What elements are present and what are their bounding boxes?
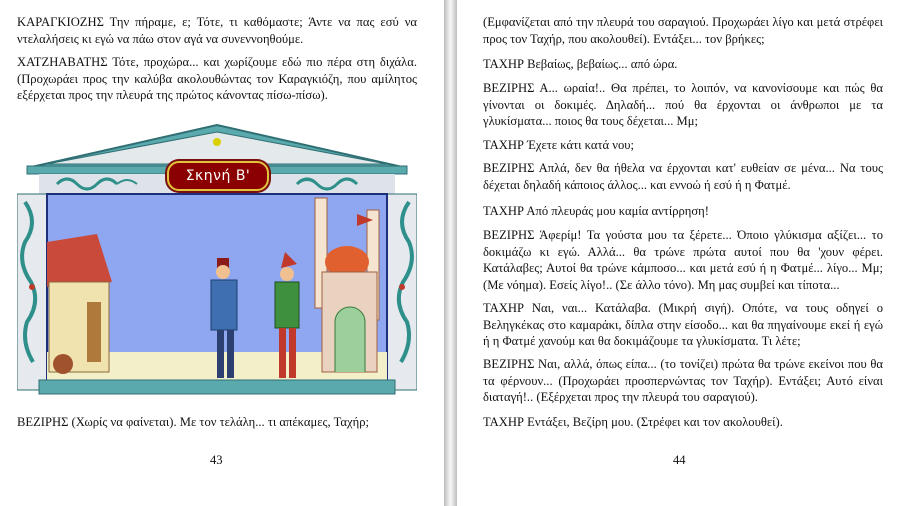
scene-banner: Σκηνή Β'	[167, 161, 269, 191]
dialogue-paragraph: ΤΑΧΗΡ Από πλευράς μου καμία αντίρρηση!	[483, 204, 709, 218]
dialogue-paragraph: ΒΕΖΙΡΗΣ (Χωρίς να φαίνεται). Με τον τελάλη... τι απέκαμες, Ταχήρ;	[17, 415, 369, 429]
dialogue-paragraph: ΤΑΧΗΡ Εντάξει, Βεζίρη μου. (Στρέφει και τον ακολουθεί).	[483, 415, 783, 429]
left-page	[0, 0, 444, 506]
page-number: 43	[210, 453, 223, 467]
dialogue-paragraph: ΒΕΖΙΡΗΣ Ναι, αλλά, όπως είπα... (το τονίζει) πρώτα θα τρώνε εκείνοι που θα τα φέρνουν... (Προχωράει προσπερνώντας τον Ταχήρ). Εντάξει; Αυτό είναι διαταγή!.. (Εξέρχεται προς την πλευρά του σαραγιού).	[483, 357, 883, 405]
dialogue-paragraph: ΒΕΖΙΡΗΣ Άφερίμ! Τα γούστα μου τα ξέρετε... Όποιο γλύκισμα αξίζει... το δοκιμάζω κι εγώ. Αλλά... θα τρώνε πρώτα αυτοί που θα 'χουν φέρει. Κατάλαβες; Αυτοί θα τρώνε κάμποσο... και μετά εσύ ή η Φατμέ... λίγο... Μμ; (Με νόημα). Εσείς λίγο!.. (Σε άλλο τόνο). Μη μας συμβεί και τίποτα...	[483, 228, 883, 292]
dialogue-paragraph: ΤΑΧΗΡ Ναι, ναι... Κατάλαβα. (Μικρή σιγή). Οπότε, να τους οδηγεί ο Βεληγκέκας στο καμαράκι, δίπλα στην είσοδο... και θα πηγαίνουμε εκεί ή εγώ ή η Φατμέ χανούμ και θα δοκιμάζουμε τα γλυκίσματα. Τι λέτε;	[483, 301, 883, 349]
book-gutter	[444, 0, 457, 506]
dialogue-paragraph: ΤΑΧΗΡ Έχετε κάτι κατά νου;	[483, 138, 635, 152]
right-page	[457, 0, 901, 506]
dialogue-paragraph: (Εμφανίζεται από την πλευρά του σαραγιού. Προχωράει λίγο και μετά στρέφει προς τον Ταχήρ, που ακολουθεί). Εντάξει... τον βρήκες;	[483, 15, 883, 46]
dialogue-paragraph: ΧΑΤΖΗΑΒΑΤΗΣ Τότε, προχώρα... και χωρίζουμε εδώ πιο πέρα στη διχάλα. (Προχωράει προς την καλύβα ακολουθώντας τον Καραγκιόζη, που αμίλητος εξέρχεται προς την πλευρά της πρώτος κάνοντας πίσω-πίσω).	[17, 55, 417, 103]
dialogue-paragraph: ΒΕΖΙΡΗΣ Απλά, δεν θα ήθελα να έρχονται κατ' ευθείαν σε μένα... Να τους δέχεται δηλαδή κάποιος άλλος... και εννοώ ή εσύ ή η Φατμέ.	[483, 161, 883, 192]
puppet-theatre-illustration	[17, 122, 417, 398]
house-icon	[47, 234, 112, 374]
dialogue-paragraph: ΤΑΧΗΡ Βεβαίως, βεβαίως... από ώρα.	[483, 57, 678, 71]
dialogue-paragraph: ΒΕΖΙΡΗΣ Α... ωραία!.. Θα πρέπει, το λοιπόν, να κανονίσουμε και πώς θα γίνονται οι δοκιμές. Δηλαδή... πού θα έρχονται οι άνθρωποι με τα γλυκίσματα... ποιος θα τους δέχεται... Μμ;	[483, 81, 883, 129]
dialogue-paragraph: ΚΑΡΑΓΚΙΟΖΗΣ Την πήραμε, ε; Τότε, τι καθόμαστε; Άντε να πας εσύ να ντελαλήσεις κι εγώ να πάω στον αγά να συνεννοηθούμε.	[17, 15, 417, 46]
page-number: 44	[673, 453, 686, 467]
